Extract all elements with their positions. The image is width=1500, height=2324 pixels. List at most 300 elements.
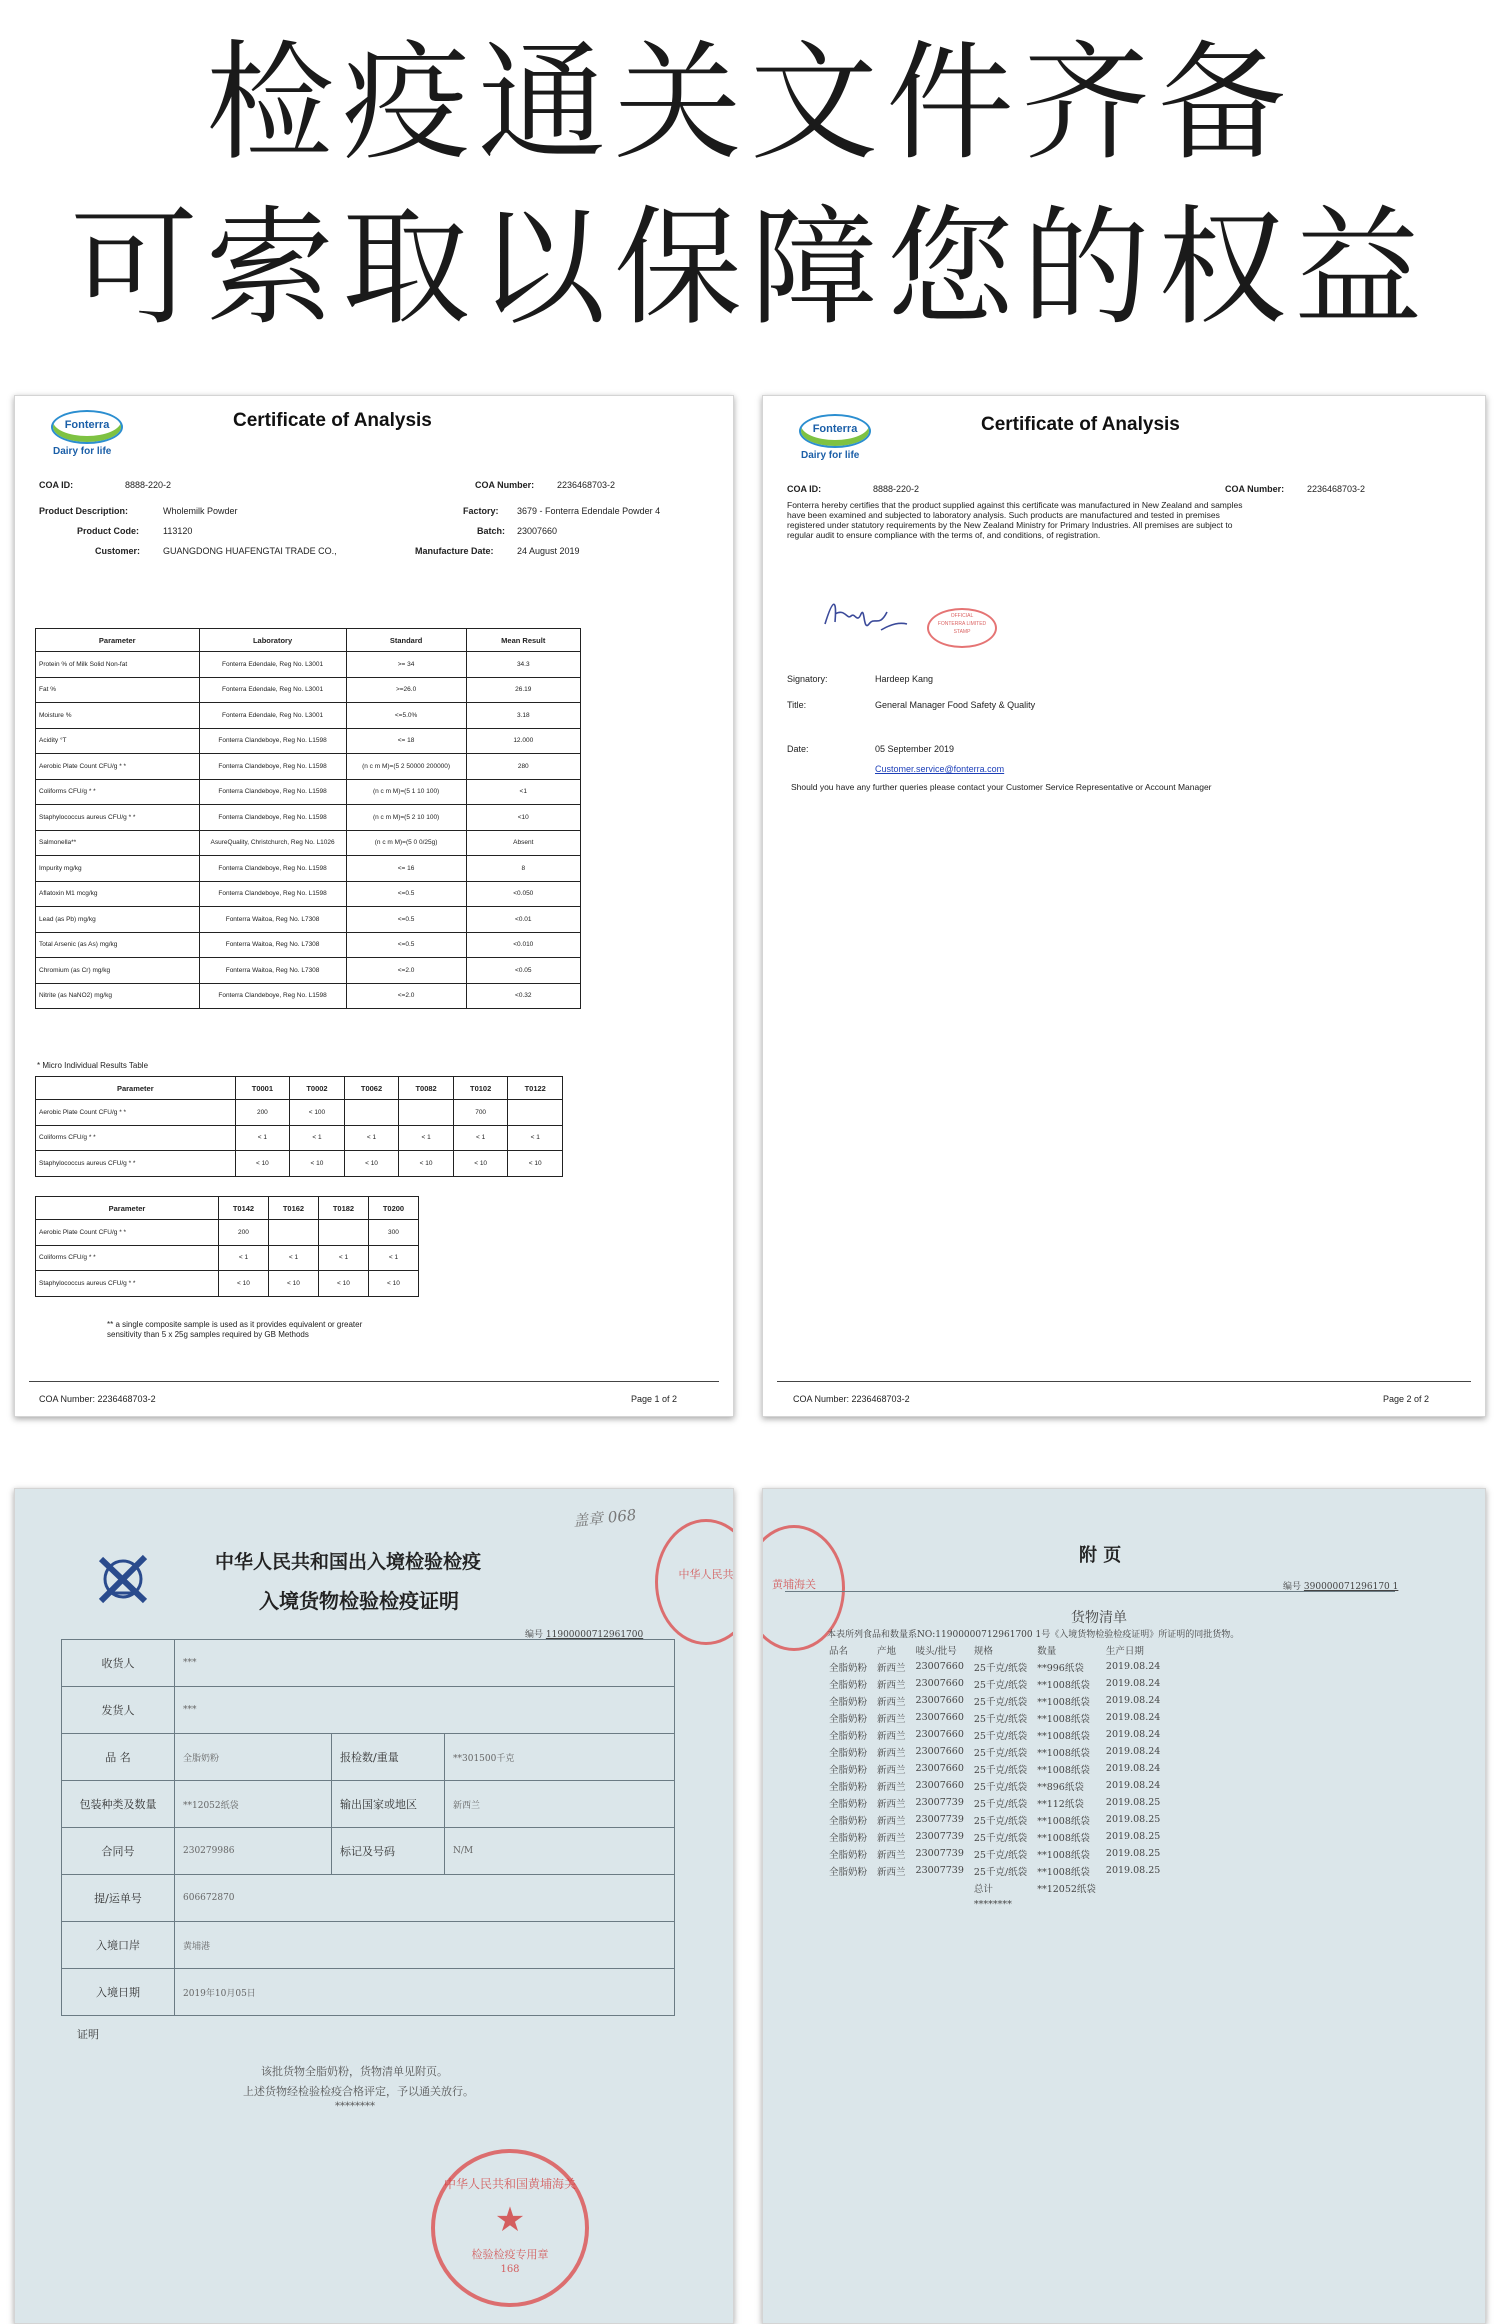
contact-note: Should you have any further queries please contact your Customer Service Representative or Account Manager [791,782,1212,792]
goods-list-cell: 全脂奶粉 [829,1747,868,1759]
certificate-field-label: 提/运单号 [62,1875,175,1922]
goods-list-cell: 23007660 [915,1763,964,1774]
micro-table-row [36,1125,563,1151]
proof-line-2: 上述货物经检验检疫合格评定，予以通关放行。 [243,2085,474,2098]
micro-table-title: * Micro Individual Results Table [37,1061,149,1070]
goods-list-cell: 新西兰 [877,1679,906,1691]
analysis-table-cell: Total Arsenic (as As) mg/kg [36,932,200,958]
batch-value: 23007660 [517,526,558,536]
micro-table-cell [318,1220,368,1246]
goods-list-cell: **996纸袋 [1037,1662,1084,1674]
certificate-field-value: 全脂奶粉 [175,1734,332,1781]
micro-table-cell: < 10 [344,1151,399,1177]
goods-list-cell: 新西兰 [877,1713,906,1725]
analysis-table-cell: Chromium (as Cr) mg/kg [36,958,200,984]
goods-list-cell: 25千克/纸袋 [973,1798,1028,1810]
goods-list-cell: **1008纸袋 [1037,1730,1090,1742]
goods-list-cell: 全脂奶粉 [829,1713,868,1725]
date-value: 05 September 2019 [875,744,955,754]
coa-number-value: 2236468703-2 [1307,484,1366,494]
certificate-field-value: **12052纸袋 [175,1781,332,1828]
certification-statement-4: regular audit to ensure compliance with the terms of, and conditions, of registration. [787,530,1101,540]
analysis-table-cell: Aerobic Plate Count CFU/g * * [36,754,200,780]
analysis-table-cell: <0.050 [466,881,580,907]
certification-statement-2: have been examined and subjected to laboratory analysis. Such products are manufactured and tested in premises [787,510,1220,520]
footer-coa-number: COA Number: 2236468703-2 [39,1394,156,1404]
certificate-field-table [61,1639,675,2016]
goods-list-cell: 新西兰 [877,1798,906,1810]
coa-title: Certificate of Analysis [233,410,432,431]
goods-list-cell: 23007660 [915,1712,964,1723]
title-label: Title: [787,700,807,710]
factory-value: 3679 - Fonterra Edendale Powder 4 [517,506,661,516]
mfg-date-value: 24 August 2019 [517,546,580,556]
certificate-field-label: 品 名 [62,1734,175,1781]
goods-list-cell: 新西兰 [877,1849,906,1861]
analysis-table-cell: Nitrite (as NaNO2) mg/kg [36,983,200,1009]
goods-list-row [829,1658,1170,1675]
goods-list-cell: 25千克/纸袋 [973,1764,1028,1776]
analysis-table-header: Mean Result [466,629,580,652]
signatory-label: Signatory: [787,674,828,684]
signature-icon [821,594,911,638]
micro-table-header: Parameter [36,1197,219,1220]
analysis-table-cell: Fonterra Clandeboye, Reg No. L1598 [199,728,346,754]
goods-list-cell: 全脂奶粉 [829,1696,868,1708]
analysis-table-cell: (n c m M)=(5 0 0/25g) [346,830,466,856]
goods-list-cell: 2019.08.25 [1105,1831,1161,1842]
coa-title: Certificate of Analysis [981,414,1180,435]
analysis-table-row [36,728,581,754]
coa-page-2 [762,395,1486,1417]
micro-table-cell: Coliforms CFU/g * * [36,1245,219,1271]
certificate-field-label: 收货人 [62,1640,175,1687]
goods-list-cell: 全脂奶粉 [829,1730,868,1742]
goods-list-cell: 全脂奶粉 [829,1764,868,1776]
goods-list-cell: 新西兰 [877,1832,906,1844]
analysis-table-row [36,830,581,856]
goods-list-title: 货物清单 [1071,1610,1127,1626]
micro-table-cell: Aerobic Plate Count CFU/g * * [36,1220,219,1246]
goods-list-cell: 2019.08.25 [1105,1848,1161,1859]
certificate-field-value: 新西兰 [445,1781,675,1828]
goods-list-cell [877,1879,916,1896]
goods-list-cell: **1008纸袋 [1037,1713,1090,1725]
certification-statement-3: registered under statutory requirements by the New Zealand Ministry for Primary Industries. All premises are subject to [787,520,1233,530]
certificate-field-label: 发货人 [62,1687,175,1734]
micro-table-cell: < 10 [453,1151,508,1177]
coa-number-label: COA Number: [475,480,535,490]
goods-list-cell: 全脂奶粉 [829,1679,868,1691]
certificate-field-row [62,1969,675,2016]
analysis-table-cell: <= 16 [346,856,466,882]
goods-list-cell: **1008纸袋 [1037,1764,1090,1776]
analysis-table-cell: 34.3 [466,652,580,678]
inspection-certificate [14,1488,734,2324]
analysis-table-row [36,677,581,703]
goods-list-end-stars: ******** [973,1899,1012,1910]
fonterra-logo: Fonterra Dairy for life [793,414,873,458]
micro-table-cell: 700 [453,1100,508,1126]
goods-list-cell: 2019.08.25 [1105,1865,1161,1876]
proof-label: 证明 [77,2028,99,2041]
micro-table-header: T0002 [290,1077,345,1100]
micro-table-cell: < 10 [290,1151,345,1177]
certificate-field-row [62,1640,675,1687]
goods-list-cell: 25千克/纸袋 [973,1832,1028,1844]
analysis-table-cell: <0.05 [466,958,580,984]
certificate-field-value: 606672870 [175,1875,675,1922]
micro-table-header: T0001 [235,1077,290,1100]
goods-list-cell: **1008纸袋 [1037,1849,1090,1861]
goods-list-cell: 新西兰 [877,1730,906,1742]
goods-list-row [829,1828,1170,1845]
factory-label: Factory: [463,506,499,516]
analysis-table-row [36,779,581,805]
analysis-table-cell: (n c m M)=(5 1 10 100) [346,779,466,805]
micro-table-cell: < 10 [218,1271,268,1297]
analysis-table-row [36,932,581,958]
goods-list-cell: 25千克/纸袋 [973,1866,1028,1878]
analysis-table-cell: <= 18 [346,728,466,754]
goods-list-cell [829,1896,877,1913]
product-code-value: 113120 [163,526,193,536]
goods-list-header: 唛头/批号 [915,1645,957,1657]
analysis-table-cell: Lead (as Pb) mg/kg [36,907,200,933]
analysis-table-cell: Aflatoxin M1 mcg/kg [36,881,200,907]
footer-page-number: Page 2 of 2 [1382,1394,1429,1404]
micro-table-header: T0062 [344,1077,399,1100]
goods-list-cell: 全脂奶粉 [829,1815,868,1827]
certificate-field-label: 合同号 [62,1828,175,1875]
goods-list-cell [829,1879,877,1896]
goods-list-cell: 2019.08.24 [1105,1780,1161,1791]
micro-table-cell: Aerobic Plate Count CFU/g * * [36,1100,236,1126]
analysis-table-cell: Fonterra Clandeboye, Reg No. L1598 [199,983,346,1009]
goods-list-cell: **112纸袋 [1037,1798,1084,1810]
micro-table-row [36,1151,563,1177]
goods-list-cell: 新西兰 [877,1866,906,1878]
headline-line-1: 检疫通关文件齐备 [205,29,1294,178]
certificate-field-label: 入境口岸 [62,1922,175,1969]
analysis-table-cell: Fonterra Edendale, Reg No. L3001 [199,677,346,703]
analysis-table-cell: Protein % of Milk Solid Non-fat [36,652,200,678]
goods-list-cell [877,1896,916,1913]
micro-table-1 [35,1076,563,1177]
certificate-field-value: N/M [445,1828,675,1875]
goods-list-cell: **1008纸袋 [1037,1747,1090,1759]
analysis-table-cell: <0.010 [466,932,580,958]
proof-stars: ******** [335,2101,375,2112]
micro-table-header: T0142 [218,1197,268,1220]
title-value: General Manager Food Safety & Quality [875,700,1036,710]
analysis-table-header: Parameter [36,629,200,652]
footer-page-number: Page 1 of 2 [630,1394,677,1404]
micro-table-cell [399,1100,454,1126]
goods-list-row [829,1845,1170,1862]
analysis-table-row [36,983,581,1009]
goods-list-cell: 23007739 [915,1865,964,1876]
certificate-field-row [62,1828,675,1875]
micro-table-header: T0122 [508,1077,563,1100]
micro-table-cell: < 10 [235,1151,290,1177]
goods-list-end-row [829,1896,1170,1913]
micro-table-cell: < 10 [399,1151,454,1177]
certificate-field-row [62,1781,675,1828]
appendix-number: 编号 390000071296170 1 [1283,1582,1399,1592]
analysis-table-row [36,805,581,831]
mfg-date-label: Manufacture Date: [415,546,494,556]
certificate-field-value: 230279986 [175,1828,332,1875]
analysis-table-row [36,652,581,678]
micro-table-cell: < 100 [290,1100,345,1126]
goods-list-row [829,1794,1170,1811]
analysis-table-cell: Fonterra Waitoa, Reg No. L7308 [199,958,346,984]
goods-list-cell: 全脂奶粉 [829,1866,868,1878]
analysis-table-cell: Acidity °T [36,728,200,754]
certificate-title: 入境货物检验检疫证明 [259,1589,459,1613]
goods-list-cell: 全脂奶粉 [829,1832,868,1844]
goods-list-header: 数量 [1037,1645,1057,1657]
headline-line-2: 可索取以保障您的权益 [69,194,1430,343]
analysis-table-cell: Fonterra Clandeboye, Reg No. L1598 [199,856,346,882]
micro-table-cell [344,1100,399,1126]
goods-list-cell: **1008纸袋 [1037,1815,1090,1827]
analysis-table-cell: <=0.5 [346,881,466,907]
goods-list-cell: **1008纸袋 [1037,1832,1090,1844]
product-desc-label: Product Description: [39,506,129,516]
certificate-field-row [62,1687,675,1734]
goods-list-row [829,1862,1170,1879]
certificate-field-value: 2019年10月05日 [175,1969,675,2016]
micro-table-cell: < 1 [344,1125,399,1151]
goods-list-header: 规格 [973,1645,993,1657]
micro-table-cell: Staphylococcus aureus CFU/g * * [36,1271,219,1297]
goods-list-cell: 25千克/纸袋 [973,1747,1028,1759]
certificate-field-label: 入境日期 [62,1969,175,2016]
goods-list-row [829,1777,1170,1794]
micro-table-cell: < 10 [318,1271,368,1297]
customer-service-email-link[interactable]: Customer.service@fonterra.com [875,764,1005,774]
coa-id-value: 8888-220-2 [873,484,920,494]
footer-coa-number: COA Number: 2236468703-2 [793,1394,910,1404]
goods-list-cell: 2019.08.24 [1105,1661,1161,1672]
analysis-table-cell: Absent [466,830,580,856]
goods-list-cell: 25千克/纸袋 [973,1781,1028,1793]
analysis-table-row [36,754,581,780]
micro-table-cell: < 10 [508,1151,563,1177]
micro-table-cell: < 1 [290,1125,345,1151]
certificate-field-value: 黄埔港 [175,1922,675,1969]
micro-table-cell: < 1 [218,1245,268,1271]
micro-table-header: T0082 [399,1077,454,1100]
goods-list-row [829,1743,1170,1760]
goods-list-cell: 23007739 [915,1797,964,1808]
analysis-table-row [36,881,581,907]
analysis-table-cell: Fat % [36,677,200,703]
coa-id-value: 8888-220-2 [125,480,172,490]
analysis-table-row [36,703,581,729]
analysis-table-cell: Fonterra Clandeboye, Reg No. L1598 [199,805,346,831]
goods-list-cell: 新西兰 [877,1781,906,1793]
goods-list-row [829,1709,1170,1726]
analysis-table-cell: Moisture % [36,703,200,729]
signatory-value: Hardeep Kang [875,674,934,684]
coa-number-value: 2236468703-2 [557,480,616,490]
goods-list-cell: 2019.08.24 [1105,1729,1161,1740]
goods-list-cell: 新西兰 [877,1764,906,1776]
micro-table-row [36,1271,419,1297]
micro-table-cell: < 10 [368,1271,418,1297]
goods-list-cell: 23007739 [915,1848,964,1859]
certificate-field-value: *** [175,1687,675,1734]
goods-list-cell: 2019.08.24 [1105,1746,1161,1757]
analysis-table-cell: (n c m M)=(5 2 50000 200000) [346,754,466,780]
analysis-table-cell: Impurity mg/kg [36,856,200,882]
analysis-table-cell: 3.18 [466,703,580,729]
batch-label: Batch: [477,526,506,536]
analysis-table-cell: >= 34 [346,652,466,678]
micro-table-cell: < 10 [268,1271,318,1297]
micro-table-header: T0182 [318,1197,368,1220]
analysis-table-cell: >=26.0 [346,677,466,703]
customer-label: Customer: [95,546,141,556]
micro-table-header: Parameter [36,1077,236,1100]
goods-list-total-row [829,1879,1170,1896]
certificate-field-row [62,1922,675,1969]
goods-list-intro: 本表所列食品和数量系NO:11900000712961700 1号《入境货物检验检疫证明》所证明的同批货物。 [827,1630,1240,1640]
goods-list-cell: 25千克/纸袋 [973,1730,1028,1742]
analysis-table-header: Laboratory [199,629,346,652]
micro-table-cell [508,1100,563,1126]
coa-id-label: COA ID: [787,484,822,494]
goods-list-cell: 23007660 [915,1695,964,1706]
micro-table-row [36,1100,563,1126]
proof-line-1: 该批货物全脂奶粉，货物清单见附页。 [261,2065,448,2078]
micro-table-cell: < 1 [453,1125,508,1151]
goods-list-cell: 2019.08.25 [1105,1814,1161,1825]
micro-table-header: T0200 [368,1197,418,1220]
goods-list-cell: 25千克/纸袋 [973,1713,1028,1725]
goods-list-cell: 2019.08.24 [1105,1678,1161,1689]
analysis-table-cell: Fonterra Waitoa, Reg No. L7308 [199,907,346,933]
goods-list-total-label: 总计 [973,1883,993,1895]
certificate-field-label: 标记及号码 [332,1828,445,1875]
goods-list-header: 产地 [877,1645,897,1657]
micro-table-cell: < 1 [399,1125,454,1151]
coa-page-1 [14,395,734,1417]
micro-table-cell [268,1220,318,1246]
analysis-table-header: Standard [346,629,466,652]
analysis-table-cell: Fonterra Clandeboye, Reg No. L1598 [199,881,346,907]
composite-note-2: sensitivity than 5 x 25g samples required by GB Methods [107,1330,309,1339]
goods-list-row [829,1692,1170,1709]
goods-list-cell [916,1879,974,1896]
analysis-table-cell: <1 [466,779,580,805]
coa-id-field: COA ID: [39,480,74,490]
goods-list-cell: 23007660 [915,1746,964,1757]
micro-table-header: T0102 [453,1077,508,1100]
analysis-table-cell: <=0.5 [346,907,466,933]
goods-list-cell: 全脂奶粉 [829,1781,868,1793]
analysis-table-cell: 8 [466,856,580,882]
goods-list-cell: **1008纸袋 [1037,1696,1090,1708]
certificate-field-value: **301500千克 [445,1734,675,1781]
goods-list-cell: 23007739 [915,1814,964,1825]
micro-table-row [36,1245,419,1271]
goods-list-cell: 新西兰 [877,1662,906,1674]
goods-list-cell: 25千克/纸袋 [973,1815,1028,1827]
goods-list-cell: 全脂奶粉 [829,1849,868,1861]
composite-note-1: ** a single composite sample is used as it provides equivalent or greater [107,1320,363,1329]
goods-list-cell: **896纸袋 [1037,1781,1084,1793]
micro-table-row [36,1220,419,1246]
goods-list-cell: **1008纸袋 [1037,1866,1090,1878]
analysis-table-cell: <=2.0 [346,983,466,1009]
micro-table-2 [35,1196,419,1297]
goods-list-cell: 2019.08.24 [1105,1763,1161,1774]
coa-number-label: COA Number: [1225,484,1285,494]
micro-table-cell: 300 [368,1220,418,1246]
certificate-authority-title: 中华人民共和国出入境检验检疫 [215,1551,482,1573]
analysis-table-cell: Staphylococcus aureus CFU/g * * [36,805,200,831]
analysis-table-cell: Fonterra Clandeboye, Reg No. L1598 [199,754,346,780]
analysis-table-row [36,856,581,882]
micro-table-header: T0162 [268,1197,318,1220]
analysis-table-cell: Fonterra Clandeboye, Reg No. L1598 [199,779,346,805]
goods-list-cell: 2019.08.24 [1105,1695,1161,1706]
goods-list-cell: 2019.08.25 [1105,1797,1161,1808]
micro-table-cell: Coliforms CFU/g * * [36,1125,236,1151]
analysis-table-cell: AsureQuality, Christchurch, Reg No. L1026 [199,830,346,856]
micro-table-cell: 200 [235,1100,290,1126]
product-desc-value: Wholemilk Powder [163,506,238,516]
certificate-field-label: 报检数/重量 [332,1734,445,1781]
micro-table-cell: < 1 [318,1245,368,1271]
product-code-label: Product Code: [77,526,139,536]
analysis-table-cell: Fonterra Edendale, Reg No. L3001 [199,703,346,729]
analysis-table [35,628,581,1009]
goods-list-appendix [762,1488,1486,2324]
micro-table-cell: < 1 [268,1245,318,1271]
certificate-field-row [62,1734,675,1781]
goods-list-header: 生产日期 [1105,1645,1144,1657]
analysis-table-cell: Salmonella** [36,830,200,856]
micro-table-cell: < 1 [235,1125,290,1151]
analysis-table-cell: 280 [466,754,580,780]
analysis-table-cell: <0.01 [466,907,580,933]
goods-list-total-value: **12052纸袋 [1037,1883,1096,1895]
analysis-table-cell: 26.19 [466,677,580,703]
analysis-table-row [36,958,581,984]
analysis-table-cell: Fonterra Edendale, Reg No. L3001 [199,652,346,678]
goods-list-row [829,1811,1170,1828]
analysis-table-cell: <=5.0% [346,703,466,729]
goods-list-cell: 25千克/纸袋 [973,1849,1028,1861]
certificate-number: 编号 11900000712961700 [525,1630,644,1640]
goods-list-cell: 新西兰 [877,1696,906,1708]
analysis-table-cell: <10 [466,805,580,831]
analysis-table-cell: <0.32 [466,983,580,1009]
goods-list-row [829,1760,1170,1777]
certificate-field-label: 输出国家或地区 [332,1781,445,1828]
analysis-table-cell: Coliforms CFU/g * * [36,779,200,805]
official-stamp: OFFICIAL FONTERRA LIMITED STAMP [927,608,997,648]
goods-list-cell: **1008纸袋 [1037,1679,1090,1691]
micro-table-cell: < 1 [368,1245,418,1271]
goods-list-table [829,1641,1170,1913]
goods-list-cell: 新西兰 [877,1747,906,1759]
